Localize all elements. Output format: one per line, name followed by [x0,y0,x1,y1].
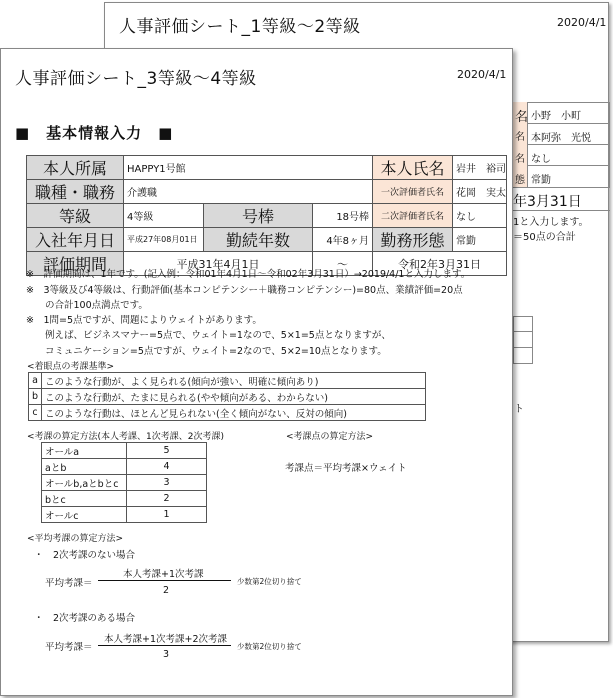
back-note-1: 1と入力します。 [513,217,589,228]
front-sheet-title: 人事評価シート_3等級～4等級 [15,69,257,89]
pay-value: 18号棒 [313,204,373,228]
points-title: <考課点の算定方法> [286,432,374,442]
avg-title: <平均考課の算定方法> [27,534,124,544]
employment-label: 勤務形態 [373,228,453,252]
note-line: ※ 1問=5点ですが、問題によりウェイトがあります。 [26,315,262,326]
back-row-divider [513,331,533,332]
case2-label: ・ 2次考課のある場合 [34,613,136,624]
table-row [27,180,507,204]
table-row [27,228,507,252]
criteria-text: このような行動が、たまに見られる(やや傾向がある、わからない) [42,389,426,405]
back-row-divider [513,347,533,348]
affiliation-value: HAPPY1号館 [124,156,373,180]
case1-label: ・ 2次考課のない場合 [34,550,136,561]
table-row [29,389,426,405]
calc-score: 1 [127,507,207,523]
name-label: 本人氏名 [373,156,453,180]
points-formula: 考課点＝平均考課×ウェイト [285,463,407,474]
tenure-value: 4年8ヶ月 [313,228,373,252]
calc-score: 4 [127,459,207,475]
tenure-label: 勤続年数 [204,228,313,252]
calc-score: 3 [127,475,207,491]
case2-lhs: 平均考課＝ [45,642,93,653]
back-name-value: 小野 小町 [531,111,581,122]
case2-denominator: 3 [163,649,170,660]
table-row [42,459,207,475]
criteria-text: このような行動が、よく見られる(傾向が強い、明確に傾向あり) [42,373,426,389]
table-row [42,475,207,491]
criteria-text: このような行動は、ほとんど見られない(全く傾向がない、反対の傾向) [42,405,426,421]
back-row-label: 名 [515,154,525,165]
calc-label: オールa [42,443,127,459]
note-line: ※ 評価期間は、1年です。(記入例：令和01年4月1日～令和02年3月31日）→2019/4/1と入力します。 [26,269,471,280]
criteria-table [28,372,426,421]
case1-denominator: 2 [163,585,170,596]
back-period-end: 年3月31日 [513,194,582,210]
pay-label: 号棒 [204,204,313,228]
back-criteria-box [513,316,533,364]
period-start: 平成31年4月1日 [124,252,313,276]
calc-label: bとc [42,491,127,507]
criteria-key: c [29,405,42,421]
table-row [27,156,507,180]
second-evaluator-label: 二次評価者氏名 [373,204,453,228]
back-fragment: ト [514,404,524,415]
name-value: 岩井 裕司 [453,156,507,180]
grade-label: 等級 [27,204,124,228]
first-evaluator-value: 花岡 実太 [453,180,507,204]
calc-title: <考課の算定方法(本人考課、1次考課、2次考課) [27,432,225,442]
calc-score: 5 [127,443,207,459]
joined-label: 入社年月日 [27,228,124,252]
calc-score: 2 [127,491,207,507]
case2-numerator: 本人考課+1次考課+2次考課 [104,634,228,645]
criteria-key: a [29,373,42,389]
note-line: コミュニケーション=5点ですが、ウェイト=2なので、5×2=10点となります。 [26,346,387,357]
back-row-label: 名 [515,132,525,143]
back-row-divider [513,210,610,211]
back-employment-value: 常勤 [531,175,551,186]
criteria-title: <着眼点の考課基準> [27,362,115,372]
basic-info-table [26,155,507,276]
front-sheet-date: 2020/4/1 [457,68,507,81]
period-separator: ～ [313,252,373,276]
fraction-bar [98,580,231,581]
job-value: 介護職 [124,180,373,204]
joined-value: 平成27年08月01日 [124,228,204,252]
back-row-label: 名 [515,110,529,125]
back-first-evaluator-value: 本阿弥 光悦 [531,133,591,144]
calc-label: オールb,aとbとc [42,475,127,491]
back-note-2: ＝50点の合計 [513,232,576,243]
table-row [27,204,507,228]
back-row-label: 態 [515,175,525,186]
note-line: 例えば、ビジネスマナー=5点で、ウェイト=1なので、5×1=5点となりますが、 [26,330,391,341]
second-evaluator-value: なし [453,204,507,228]
table-row [42,507,207,523]
criteria-key: b [29,389,42,405]
calc-label: オールc [42,507,127,523]
job-label: 職種・職務 [27,180,124,204]
table-row [29,405,426,421]
section-heading: ■ 基本情報入力 ■ [15,124,174,142]
back-row-divider [513,187,610,188]
front-sheet [0,48,513,696]
employment-value: 常勤 [453,228,507,252]
back-second-evaluator-value: なし [531,154,551,165]
case1-lhs: 平均考課＝ [45,578,93,589]
fraction-bar [98,645,231,646]
table-row [42,491,207,507]
back-sheet-title: 人事評価シート_1等級～2等級 [119,17,361,37]
grade-value: 4等級 [124,204,204,228]
note-line: の合計100点満点です。 [26,300,148,311]
period-end: 令和2年3月31日 [373,252,507,276]
first-evaluator-label: 一次評価者氏名 [373,180,453,204]
table-row [42,443,207,459]
case1-note: 少数第2位切り捨て [237,577,302,586]
affiliation-label: 本人所属 [27,156,124,180]
back-sheet-date: 2020/4/1 [557,16,607,29]
calc-label: aとb [42,459,127,475]
period-label: 評価期間 [27,252,124,276]
calc-table [41,442,207,523]
case1-numerator: 本人考課+1次考課 [123,569,204,580]
case2-note: 少数第2位切り捨て [237,642,302,651]
table-row [29,373,426,389]
note-line: ※ 3等級及び4等級は、行動評価(基本コンピテンシー＋職務コンピテンシー)=80点、業績評価=20点 [26,285,463,296]
